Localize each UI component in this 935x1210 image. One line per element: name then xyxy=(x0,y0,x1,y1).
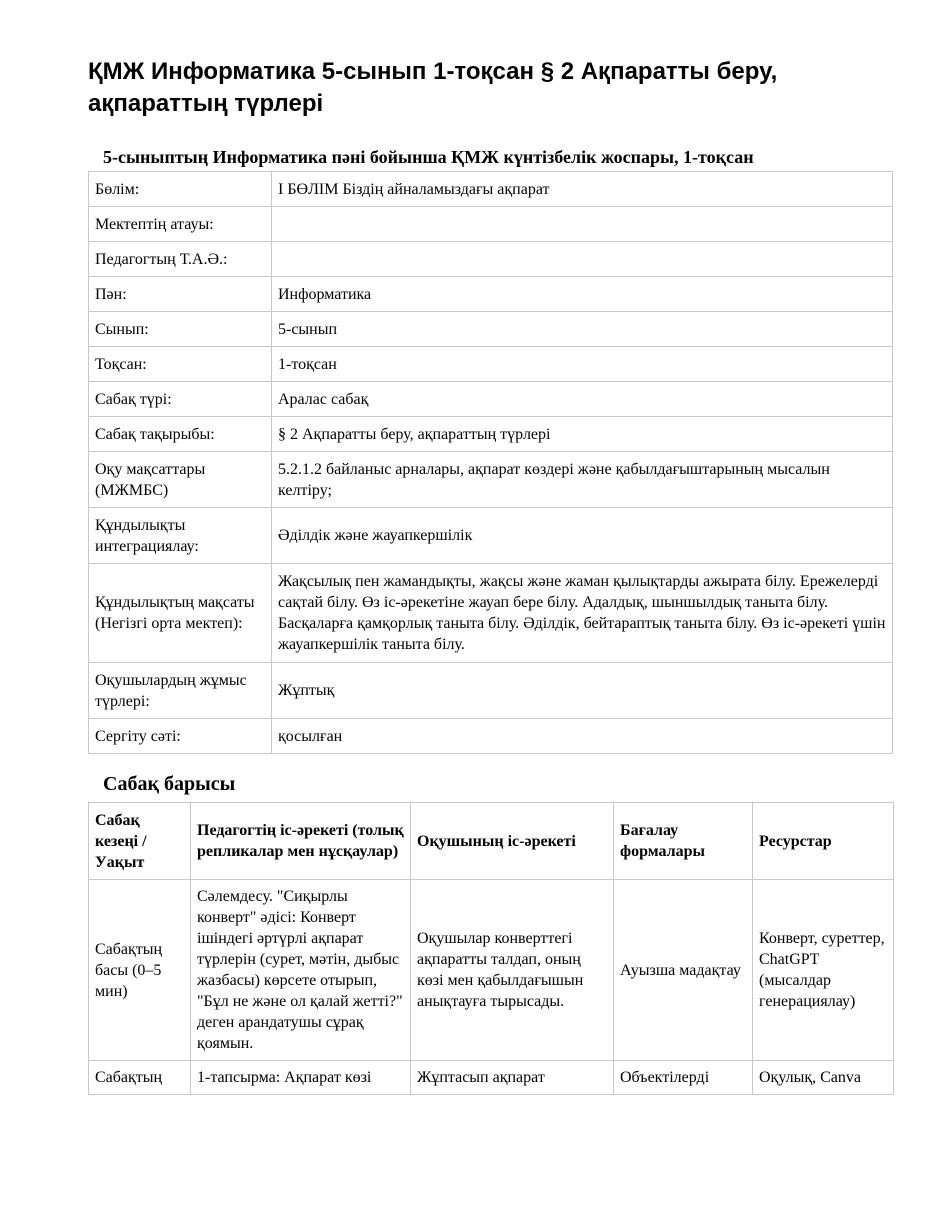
info-key: Тоқсан: xyxy=(89,347,272,382)
info-key: Сынып: xyxy=(89,312,272,347)
info-key: Пән: xyxy=(89,277,272,312)
info-row xyxy=(89,312,893,347)
lesson-cell: Сәлемдесу. "Сиқырлы конверт" әдісі: Конверт ішіндегі әртүрлі ақпарат түрлерін (сурет, мәтін, дыбыс жазбасы) көрсете отырып, "Бұл не және ол қалай жетті?" деген арандатушы сұрақ қоямын. xyxy=(191,880,411,1061)
info-row xyxy=(89,564,893,663)
info-row xyxy=(89,417,893,452)
info-row xyxy=(89,347,893,382)
lesson-cell: Конверт, суреттер, ChatGPT (мысалдар генерациялау) xyxy=(753,880,894,1061)
info-value: Жақсылық пен жамандықты, жақсы және жаман қылықтарды ажырата білу. Ережелерді сақтай білу. Өз іс-әрекетіне жауап бере білу. Адалдық, шыншылдық таныта білу. Басқаларға қамқорлық таныта білу. Әділдік, бейтараптық таныта білу. Өз іс-әрекеті үшін жауапкершілік таныта білу. xyxy=(272,564,893,663)
lesson-cell: Жұптасып ақпарат xyxy=(411,1061,614,1095)
info-value: Информатика xyxy=(272,277,893,312)
lesson-header-row xyxy=(89,803,894,880)
info-value: I БӨЛІМ Біздің айналамыздағы ақпарат xyxy=(272,172,893,207)
info-value xyxy=(272,207,893,242)
info-value: Аралас сабақ xyxy=(272,382,893,417)
info-key: Сабақ түрі: xyxy=(89,382,272,417)
info-row xyxy=(89,508,893,564)
info-value: Әділдік және жауапкершілік xyxy=(272,508,893,564)
section-title: Сабақ барысы xyxy=(103,773,236,795)
info-row xyxy=(89,663,893,719)
lesson-header-cell: Бағалау формалары xyxy=(614,803,753,880)
lesson-cell: Объектілерді xyxy=(614,1061,753,1095)
lesson-cell: Оқушылар конверттегі ақпаратты талдап, оның көзі мен қабылдағышын анықтауға тырысады. xyxy=(411,880,614,1061)
page-subtitle: 5-сыныптың Информатика пәні бойынша ҚМЖ күнтізбелік жоспары, 1-тоқсан xyxy=(103,147,754,167)
info-value: § 2 Ақпаратты беру, ақпараттың түрлері xyxy=(272,417,893,452)
lesson-cell: Ауызша мадақтау xyxy=(614,880,753,1061)
info-value: 5.2.1.2 байланыс арналары, ақпарат көздері және қабылдағыштарының мысалын келтіру; xyxy=(272,452,893,508)
info-key: Құндылықтың мақсаты (Негізгі орта мектеп): xyxy=(89,564,272,663)
page-title: ҚМЖ Информатика 5-сынып 1-тоқсан § 2 Ақпаратты беру, ақпараттың түрлері xyxy=(88,58,778,117)
info-key: Бөлім: xyxy=(89,172,272,207)
lesson-header-cell: Сабақ кезеңі / Уақыт xyxy=(89,803,191,880)
info-row xyxy=(89,382,893,417)
info-value xyxy=(272,242,893,277)
info-key: Сабақ тақырыбы: xyxy=(89,417,272,452)
info-key: Құндылықты интеграциялау: xyxy=(89,508,272,564)
info-key: Педагогтың Т.А.Ә.: xyxy=(89,242,272,277)
lesson-table xyxy=(88,802,894,1095)
lesson-cell: Сабақтың xyxy=(89,1061,191,1095)
info-key: Мектептің атауы: xyxy=(89,207,272,242)
info-value: қосылған xyxy=(272,719,893,754)
info-value: Жұптық xyxy=(272,663,893,719)
info-row xyxy=(89,242,893,277)
info-row xyxy=(89,172,893,207)
lesson-header-cell: Оқушының іс-әрекеті xyxy=(411,803,614,880)
lesson-header-cell: Ресурстар xyxy=(753,803,894,880)
info-row xyxy=(89,277,893,312)
info-key: Оқушылардың жұмыс түрлері: xyxy=(89,663,272,719)
lesson-row xyxy=(89,880,894,1061)
lesson-cell: 1-тапсырма: Ақпарат көзі xyxy=(191,1061,411,1095)
info-row xyxy=(89,719,893,754)
lesson-row xyxy=(89,1061,894,1095)
lesson-cell: Оқулық, Canva xyxy=(753,1061,894,1095)
info-value: 5-сынып xyxy=(272,312,893,347)
lesson-cell: Сабақтың басы (0–5 мин) xyxy=(89,880,191,1061)
document-page xyxy=(88,56,893,1095)
info-row xyxy=(89,207,893,242)
info-key: Оқу мақсаттары (МЖМБС) xyxy=(89,452,272,508)
info-table xyxy=(88,171,893,754)
info-value: 1-тоқсан xyxy=(272,347,893,382)
lesson-header-cell: Педагогтің іс-әрекеті (толық репликалар мен нұсқаулар) xyxy=(191,803,411,880)
info-key: Сергіту сәті: xyxy=(89,719,272,754)
info-row xyxy=(89,452,893,508)
